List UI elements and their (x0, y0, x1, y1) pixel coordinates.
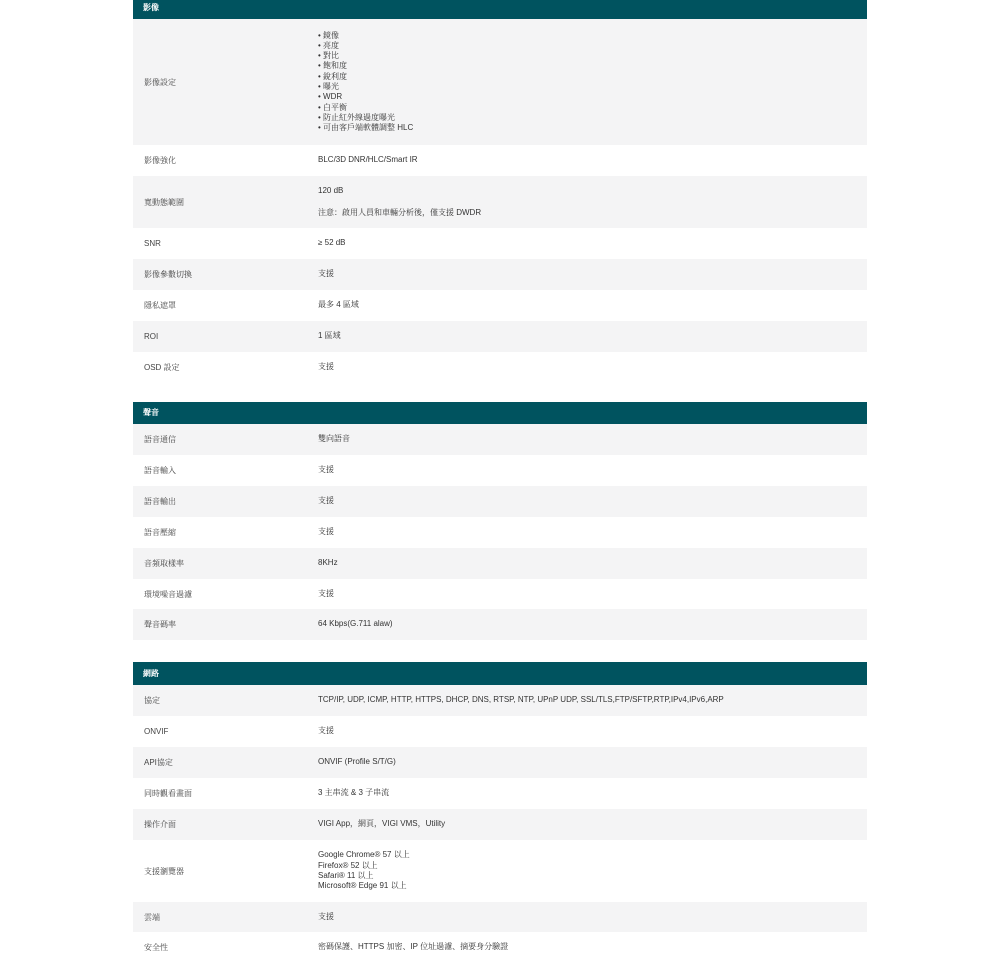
spec-label: ROI (144, 332, 159, 341)
spec-row (133, 778, 867, 809)
spec-label: 語音輸出 (144, 497, 176, 506)
list-item: • 鏡像 (318, 31, 867, 41)
spec-row (133, 809, 867, 840)
browser-line: Google Chrome® 57 以上 (318, 850, 410, 860)
browser-line: Microsoft® Edge 91 以上 (318, 881, 407, 891)
browser-line: Safari® 11 以上 (318, 871, 374, 880)
image-settings-list (318, 31, 867, 134)
list-item: • 對比 (318, 51, 867, 61)
spec-label: 協定 (144, 696, 160, 705)
spec-label: API協定 (144, 758, 173, 767)
spec-value: 支援 (318, 726, 334, 736)
spec-label: 聲音碼率 (144, 620, 176, 629)
spec-value: 支援 (318, 527, 334, 537)
spec-label: 影像強化 (144, 156, 176, 165)
list-item: • 飽和度 (318, 61, 867, 71)
spec-value: 支援 (318, 362, 334, 372)
spec-label: 影像設定 (144, 77, 176, 87)
spec-row (133, 716, 867, 747)
spec-value: 支援 (318, 465, 334, 475)
spec-value: ONVIF (Profile S/T/G) (318, 757, 396, 767)
spec-value: 密碼保護、HTTPS 加密、IP 位址過濾、摘要身分驗證 (318, 942, 509, 952)
spec-row (133, 259, 867, 290)
spec-value: VIGI App，網頁，VIGI VMS，Utility (318, 819, 446, 829)
spec-row (133, 840, 867, 902)
spec-label: 雲端 (144, 912, 160, 922)
section-header-image: 影像 (133, 0, 867, 19)
spec-value: 支援 (318, 588, 334, 598)
spec-value: BLC/3D DNR/HLC/Smart IR (318, 155, 418, 165)
section-header-audio: 聲音 (133, 402, 867, 424)
network-section (133, 662, 867, 963)
spec-note: 注意：啟用人員和車輛分析後，僅支援 DWDR (318, 207, 482, 217)
list-item: • 亮度 (318, 41, 867, 51)
spec-row (133, 685, 867, 716)
spec-value (318, 850, 867, 891)
spec-label: 語音壓縮 (144, 528, 176, 537)
audio-section (133, 402, 867, 640)
spec-label: 環境噪音過濾 (144, 589, 192, 599)
spec-label: 音頻取樣率 (144, 559, 184, 568)
spec-value-main: 120 dB (318, 186, 344, 196)
list-item: • 白平衡 (318, 103, 867, 113)
spec-row (133, 290, 867, 321)
spec-label: 寬動態範圍 (144, 197, 184, 207)
spec-row (133, 145, 867, 176)
spec-value: 最多 4 區域 (318, 300, 359, 310)
spec-row (133, 579, 867, 609)
spec-label: OSD 設定 (144, 363, 180, 372)
spec-label: 語音通信 (144, 435, 176, 444)
spec-value: 64 Kbps(G.711 alaw) (318, 619, 393, 629)
spec-value: 3 主串流 & 3 子串流 (318, 788, 390, 798)
spec-value (318, 31, 867, 134)
spec-value: ≥ 52 dB (318, 238, 346, 248)
spec-row (133, 548, 867, 579)
spec-value: 雙向語音 (318, 434, 350, 444)
list-item: • 銳利度 (318, 72, 867, 82)
spec-row (133, 486, 867, 517)
spec-row (133, 747, 867, 778)
spec-row (133, 455, 867, 486)
spec-value: TCP/IP, UDP, ICMP, HTTP, HTTPS, DHCP, DNS, RTSP, NTP, UPnP UDP, SSL/TLS,FTP/SFTP,RTP,IPv4,IPv6,ARP (318, 695, 724, 705)
browser-line: Firefox® 52 以上 (318, 860, 378, 870)
spec-value: 8KHz (318, 558, 338, 568)
list-item: • 防止紅外線過度曝光 (318, 113, 867, 123)
section-header-network: 網路 (133, 662, 867, 685)
spec-label: 影像參數切換 (144, 270, 192, 279)
spec-row (133, 424, 867, 455)
spec-row (133, 352, 867, 383)
spec-label: SNR (144, 239, 161, 248)
list-item: • WDR (318, 92, 867, 102)
spec-label: 安全性 (144, 943, 168, 952)
spec-label: 同時觀看畫面 (144, 789, 192, 798)
spec-row (133, 19, 867, 145)
list-item: • 可由客戶端軟體調整 HLC (318, 123, 867, 133)
spec-label: 語音輸入 (144, 466, 176, 475)
spec-label: 操作介面 (144, 820, 176, 829)
spec-row (133, 176, 867, 228)
image-section (133, 0, 867, 383)
spec-row (133, 902, 867, 932)
spec-label: ONVIF (144, 727, 169, 736)
spec-value: 1 區域 (318, 331, 341, 341)
spec-row (133, 609, 867, 640)
spec-row (133, 321, 867, 352)
spec-value (318, 186, 867, 218)
spec-row (133, 932, 867, 963)
spec-value: 支援 (318, 269, 334, 279)
spec-value: 支援 (318, 496, 334, 506)
spec-label: 支援瀏覽器 (144, 866, 184, 876)
spec-row (133, 228, 867, 259)
spec-value: 支援 (318, 911, 334, 921)
list-item: • 曝光 (318, 82, 867, 92)
spec-row (133, 517, 867, 548)
spec-label: 隱私遮罩 (144, 301, 176, 310)
